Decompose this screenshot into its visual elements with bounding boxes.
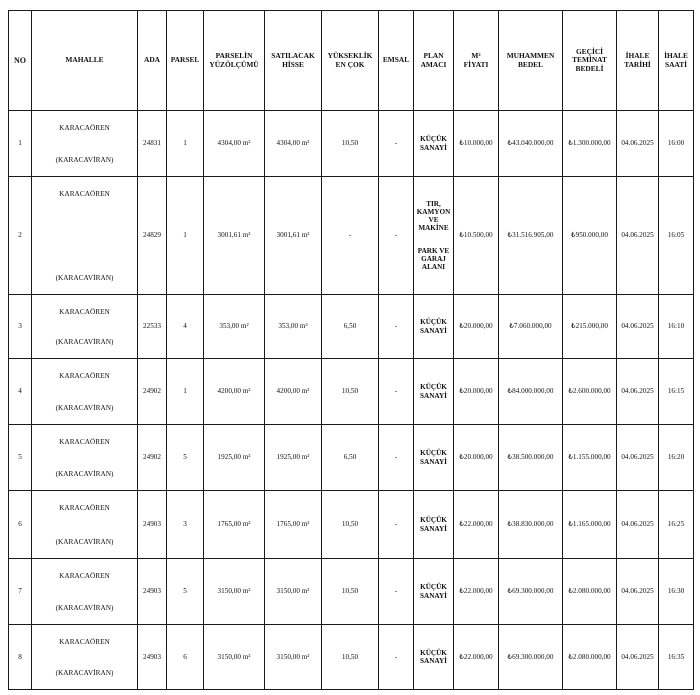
plan-line: SANAYİ — [420, 591, 447, 600]
ada-cell: 24903 — [138, 491, 167, 559]
mahalle-old-name: (KARACAVİRAN) — [55, 154, 114, 164]
saat-cell: 16:05 — [659, 177, 694, 295]
parsel-cell: 1 — [167, 177, 204, 295]
header-m2fiyat-line: M² — [471, 50, 481, 60]
plan-line: KAMYON — [416, 207, 451, 216]
m2fiyat-cell: ₺10.000,00 — [454, 111, 499, 177]
bedel-cell: ₺38.830.000,00 — [499, 491, 563, 559]
header-hisse-line: SATILACAK — [271, 50, 315, 60]
ada-cell: 24903 — [138, 625, 167, 690]
hisse-cell: 353,00 m² — [265, 295, 322, 359]
mahalle-old-name: (KARACAVİRAN) — [55, 402, 114, 412]
plan-line: SANAYİ — [420, 143, 447, 152]
header-emsal: EMSAL — [379, 11, 414, 111]
yukseklik-cell: 10,50 — [322, 491, 379, 559]
teminat-cell: ₺950.000,00 — [563, 177, 617, 295]
header-ada: ADA — [138, 11, 167, 111]
hisse-cell: 1925,00 m² — [265, 425, 322, 491]
yukseklik-cell: 10,50 — [322, 559, 379, 625]
mahalle-name: KARACAÖREN — [59, 371, 110, 380]
saat-cell: 16:20 — [659, 425, 694, 491]
mahalle-name: KARACAÖREN — [59, 571, 110, 580]
yukseklik-cell: 10,50 — [322, 625, 379, 690]
table-row — [9, 559, 694, 625]
mahalle-name: KARACAÖREN — [59, 503, 110, 512]
yukseklik-cell: 6,50 — [322, 425, 379, 491]
mahalle-cell — [32, 359, 138, 425]
plan-cell — [414, 295, 454, 359]
yuzolcumu-cell: 1765,00 m² — [204, 491, 265, 559]
m2fiyat-cell: ₺10.500,00 — [454, 177, 499, 295]
row-number: 5 — [9, 425, 32, 491]
plan-cell — [414, 111, 454, 177]
bedel-cell: ₺69.300.000,00 — [499, 559, 563, 625]
plan-cell — [414, 625, 454, 690]
row-number: 7 — [9, 559, 32, 625]
header-yuzolcumu-line: PARSELİN — [215, 50, 253, 60]
plan-line: MAKİNE — [418, 224, 449, 233]
ada-cell: 24903 — [138, 559, 167, 625]
parsel-cell: 1 — [167, 111, 204, 177]
m2fiyat-cell: ₺22.000,00 — [454, 625, 499, 690]
header-teminat-line: BEDELİ — [575, 63, 604, 73]
plan-line: KÜÇÜK — [420, 383, 447, 392]
tarih-cell: 04.06.2025 — [617, 359, 659, 425]
plan-line: SANAYİ — [420, 326, 447, 335]
teminat-cell: ₺2.080.000,00 — [563, 625, 617, 690]
parsel-cell: 1 — [167, 359, 204, 425]
mahalle-cell — [32, 295, 138, 359]
table-row — [9, 177, 694, 295]
emsal-cell: - — [379, 111, 414, 177]
plan-line: PARK VE — [417, 246, 450, 255]
mahalle-cell — [32, 177, 138, 295]
header-saat-line: SAATİ — [664, 59, 688, 69]
header-saat — [659, 11, 694, 111]
parsel-cell: 5 — [167, 559, 204, 625]
yuzolcumu-cell: 4200,00 m² — [204, 359, 265, 425]
header-hisse — [265, 11, 322, 111]
saat-cell: 16:35 — [659, 625, 694, 690]
teminat-cell: ₺1.165.000,00 — [563, 491, 617, 559]
header-row — [9, 11, 694, 111]
plan-line: KÜÇÜK — [420, 449, 447, 458]
plan-line: GARAJ — [421, 254, 446, 263]
plan-line: KÜÇÜK — [420, 583, 447, 592]
mahalle-name: KARACAÖREN — [59, 437, 110, 446]
emsal-cell: - — [379, 625, 414, 690]
teminat-cell: ₺1.300.000,00 — [563, 111, 617, 177]
saat-cell: 16:10 — [659, 295, 694, 359]
header-parsel: PARSEL — [167, 11, 204, 111]
emsal-cell: - — [379, 425, 414, 491]
m2fiyat-cell: ₺22.000,00 — [454, 559, 499, 625]
mahalle-name: KARACAÖREN — [59, 637, 110, 646]
header-teminat-line: GEÇİCİ — [575, 46, 604, 56]
mahalle-cell — [32, 491, 138, 559]
ada-cell: 24902 — [138, 425, 167, 491]
yuzolcumu-cell: 3150,00 m² — [204, 625, 265, 690]
row-number: 8 — [9, 625, 32, 690]
saat-cell: 16:00 — [659, 111, 694, 177]
plan-cell — [414, 559, 454, 625]
parsel-cell: 6 — [167, 625, 204, 690]
mahalle-old-name: (KARACAVİRAN) — [55, 602, 114, 612]
mahalle-name: KARACAÖREN — [59, 189, 110, 198]
hisse-cell: 1765,00 m² — [265, 491, 322, 559]
plan-line: KÜÇÜK — [420, 516, 447, 525]
ada-cell: 24829 — [138, 177, 167, 295]
header-teminat-line: TEMİNAT — [572, 55, 607, 65]
header-bedel-line: BEDEL — [517, 59, 544, 69]
tarih-cell: 04.06.2025 — [617, 111, 659, 177]
header-saat-line: İHALE — [664, 50, 688, 60]
plan-line: SANAYİ — [420, 524, 447, 533]
header-yuzolcumu-line: YÜZÖLÇÜMÜ — [209, 59, 259, 69]
plan-line: VE — [428, 216, 439, 225]
table-row — [9, 295, 694, 359]
mahalle-cell — [32, 625, 138, 690]
yuzolcumu-cell: 3001,61 m² — [204, 177, 265, 295]
emsal-cell: - — [379, 559, 414, 625]
saat-cell: 16:25 — [659, 491, 694, 559]
saat-cell: 16:15 — [659, 359, 694, 425]
yukseklik-cell: 10,50 — [322, 111, 379, 177]
ada-cell: 24831 — [138, 111, 167, 177]
mahalle-name: KARACAÖREN — [59, 123, 110, 132]
hisse-cell: 4200,00 m² — [265, 359, 322, 425]
tarih-cell: 04.06.2025 — [617, 625, 659, 690]
hisse-cell: 3150,00 m² — [265, 559, 322, 625]
m2fiyat-cell: ₺20.000,00 — [454, 425, 499, 491]
tarih-cell: 04.06.2025 — [617, 491, 659, 559]
header-teminat — [563, 11, 617, 111]
mahalle-old-name: (KARACAVİRAN) — [55, 536, 114, 546]
plan-line: SANAYİ — [420, 457, 447, 466]
yukseklik-cell: 10,50 — [322, 359, 379, 425]
bedel-cell: ₺69.300.000,00 — [499, 625, 563, 690]
tarih-cell: 04.06.2025 — [617, 559, 659, 625]
header-tarih-line: TARİHİ — [624, 59, 651, 69]
header-plan-line: AMACI — [420, 59, 447, 69]
header-hisse-line: HİSSE — [282, 59, 304, 69]
hisse-cell: 3001,61 m² — [265, 177, 322, 295]
table-row — [9, 111, 694, 177]
bedel-cell: ₺7.060.000,00 — [499, 295, 563, 359]
yuzolcumu-cell: 1925,00 m² — [204, 425, 265, 491]
yuzolcumu-cell: 4304,00 m² — [204, 111, 265, 177]
yuzolcumu-cell: 3150,00 m² — [204, 559, 265, 625]
plan-line — [415, 233, 452, 247]
ada-cell: 22533 — [138, 295, 167, 359]
header-bedel-line: MUHAMMEN — [506, 50, 555, 60]
teminat-cell: ₺2.600.000,00 — [563, 359, 617, 425]
bedel-cell: ₺84.000.000,00 — [499, 359, 563, 425]
row-number: 3 — [9, 295, 32, 359]
mahalle-old-name: (KARACAVİRAN) — [55, 468, 114, 478]
parsel-cell: 5 — [167, 425, 204, 491]
emsal-cell: - — [379, 295, 414, 359]
header-plan-line: PLAN — [423, 50, 444, 60]
table-row — [9, 491, 694, 559]
m2fiyat-cell: ₺20.000,00 — [454, 359, 499, 425]
mahalle-old-name: (KARACAVİRAN) — [55, 336, 114, 346]
plan-cell — [414, 177, 454, 295]
mahalle-cell — [32, 425, 138, 491]
header-yuzolcumu — [204, 11, 265, 111]
row-number: 6 — [9, 491, 32, 559]
yuzolcumu-cell: 353,00 m² — [204, 295, 265, 359]
yukseklik-cell: - — [322, 177, 379, 295]
row-number: 1 — [9, 111, 32, 177]
teminat-cell: ₺215.000,00 — [563, 295, 617, 359]
plan-line: KÜÇÜK — [420, 135, 447, 144]
m2fiyat-cell: ₺22.000,00 — [454, 491, 499, 559]
header-tarih-line: İHALE — [625, 50, 650, 60]
plan-line: ALANI — [421, 263, 446, 272]
emsal-cell: - — [379, 177, 414, 295]
tarih-cell: 04.06.2025 — [617, 295, 659, 359]
plan-line: TIR, — [426, 199, 441, 208]
header-m2fiyat — [454, 11, 499, 111]
saat-cell: 16:30 — [659, 559, 694, 625]
parsel-cell: 3 — [167, 491, 204, 559]
plan-cell — [414, 425, 454, 491]
parsel-cell: 4 — [167, 295, 204, 359]
header-plan — [414, 11, 454, 111]
plan-line: KÜÇÜK — [420, 648, 447, 657]
table-row — [9, 625, 694, 690]
bedel-cell: ₺43.040.000,00 — [499, 111, 563, 177]
header-no: NO — [9, 11, 32, 111]
header-yukseklik-line: YÜKSEKLİK — [327, 50, 373, 60]
yukseklik-cell: 6,50 — [322, 295, 379, 359]
emsal-cell: - — [379, 359, 414, 425]
plan-cell — [414, 359, 454, 425]
hisse-cell: 3150,00 m² — [265, 625, 322, 690]
plan-line: KÜÇÜK — [420, 318, 447, 327]
row-number: 4 — [9, 359, 32, 425]
teminat-cell: ₺1.155.000,00 — [563, 425, 617, 491]
header-yukseklik — [322, 11, 379, 111]
m2fiyat-cell: ₺20.000,00 — [454, 295, 499, 359]
header-m2fiyat-line: FİYATI — [463, 59, 489, 69]
bedel-cell: ₺31.516.905,00 — [499, 177, 563, 295]
bedel-cell: ₺38.500.000,00 — [499, 425, 563, 491]
table-row — [9, 425, 694, 491]
tarih-cell: 04.06.2025 — [617, 177, 659, 295]
mahalle-old-name: (KARACAVİRAN) — [55, 272, 114, 282]
hisse-cell: 4304,00 m² — [265, 111, 322, 177]
plan-cell — [414, 491, 454, 559]
header-bedel — [499, 11, 563, 111]
mahalle-cell — [32, 559, 138, 625]
ada-cell: 24902 — [138, 359, 167, 425]
auction-table — [8, 10, 694, 690]
tarih-cell: 04.06.2025 — [617, 425, 659, 491]
teminat-cell: ₺2.080.000,00 — [563, 559, 617, 625]
emsal-cell: - — [379, 491, 414, 559]
mahalle-old-name: (KARACAVİRAN) — [55, 667, 114, 677]
plan-line: SANAYİ — [420, 657, 447, 665]
table-row — [9, 359, 694, 425]
mahalle-cell — [32, 111, 138, 177]
mahalle-name: KARACAÖREN — [59, 307, 110, 316]
plan-line: SANAYİ — [420, 391, 447, 400]
row-number: 2 — [9, 177, 32, 295]
header-yukseklik-line: EN ÇOK — [335, 59, 365, 69]
header-tarih — [617, 11, 659, 111]
header-mahalle: MAHALLE — [32, 11, 138, 111]
